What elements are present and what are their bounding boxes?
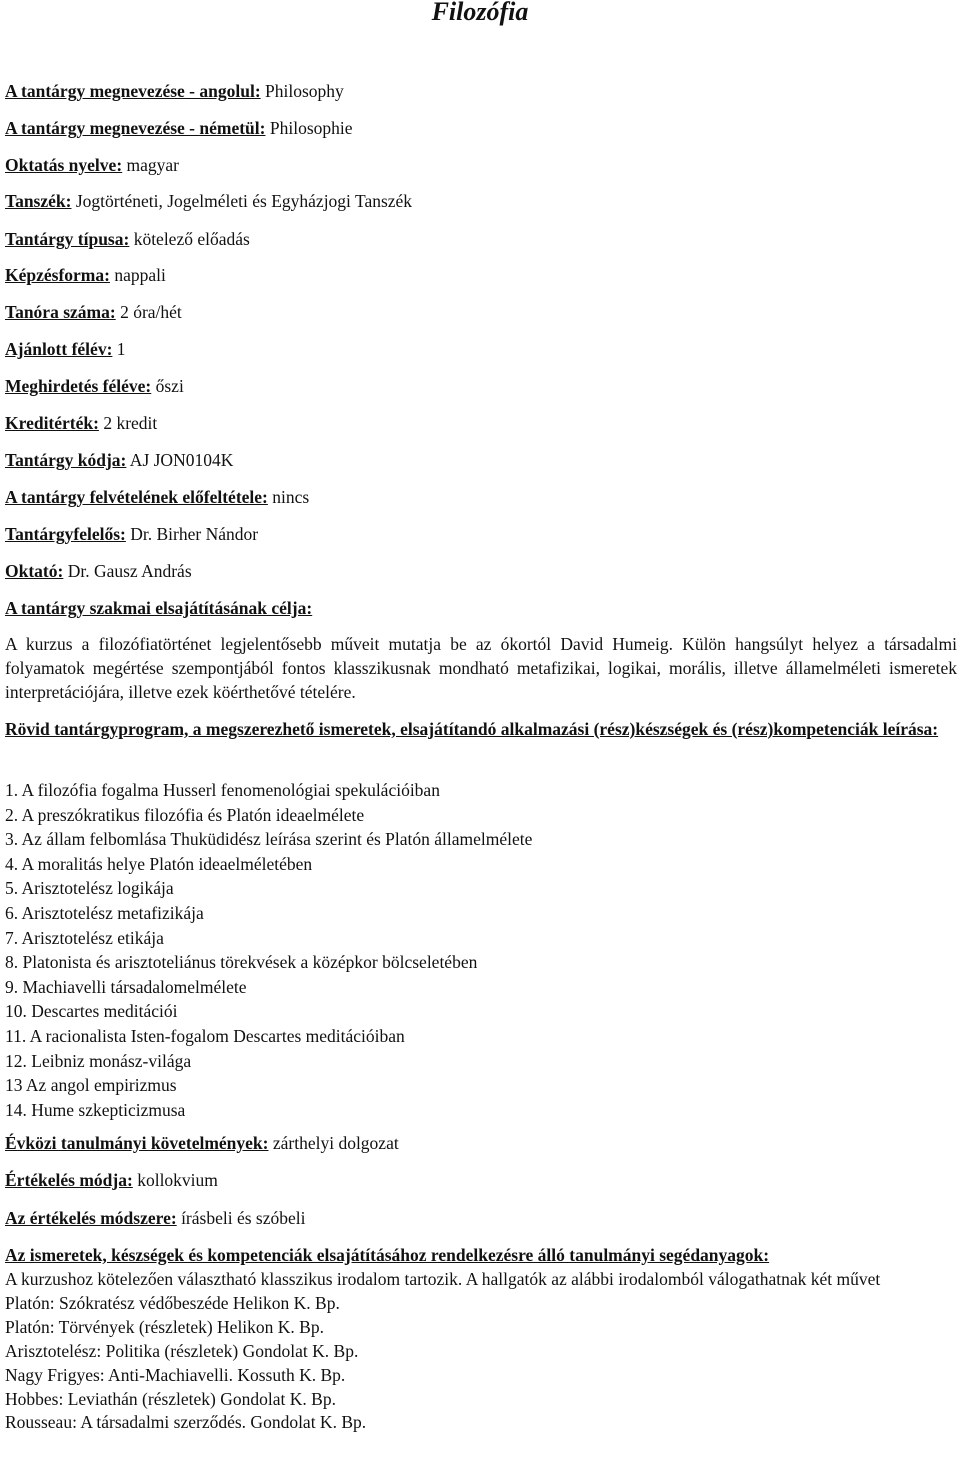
aim-text: A kurzus a filozófiatörténet legjelentősebb műveit mutatja be az ókortól David Humeig. Külön hangsúlyt helyez a társadalmi folyamatok megértése szempontjából fontos klasszikusnak mondható metafizikai, logikai, morális, illetve államelméleti ismeretek interpretációjára, illetve ezek köérthetővé tételére.	[5, 634, 957, 702]
field-value: Dr. Birher Nándor	[125, 524, 259, 544]
list-item: 11. A racionalista Isten-fogalom Descartes meditációiban	[5, 1025, 405, 1046]
list-item: 2. A preszókratikus filozófia és Platón ideaelmélete	[5, 804, 365, 825]
list-item: 12. Leibniz monász-világa	[5, 1050, 192, 1071]
field-label: Oktató:	[5, 561, 64, 581]
field-value: nappali	[109, 265, 166, 285]
field-label: Értékelés módja:	[5, 1170, 133, 1190]
field-value: 1	[112, 339, 126, 359]
aim-heading: A tantárgy szakmai elsajátításának célja:	[5, 598, 313, 618]
field-value: kollokvium	[132, 1170, 218, 1190]
field-label: Az értékelés módszere:	[5, 1208, 177, 1228]
field-value: 2 kredit	[98, 413, 158, 433]
list-item: 5. Arisztotelész logikája	[5, 878, 174, 899]
reference-item: Rousseau: A társadalmi szerződés. Gondolat K. Bp.	[5, 1412, 367, 1433]
list-item: 1. A filozófia fogalma Husserl fenomenológiai spekulációiban	[5, 780, 440, 800]
course-field	[5, 154, 179, 176]
field-value: írásbeli és szóbeli	[176, 1208, 306, 1228]
materials-list	[5, 1292, 945, 1435]
course-field	[5, 412, 157, 434]
evaluation-field	[5, 1169, 218, 1191]
program-list	[5, 778, 532, 1122]
course-field	[5, 449, 233, 471]
materials-section	[5, 1268, 945, 1435]
course-field	[5, 264, 166, 286]
reference-item: Hobbes: Leviathán (részletek) Gondolat K. Bp.	[5, 1388, 336, 1409]
field-value: magyar	[122, 155, 180, 175]
program-heading: Rövid tantárgyprogram, a megszerezhető ismeretek, elsajátítandó alkalmazási (rész)készségek és (rész)kompetenciák leírása:	[5, 719, 939, 739]
course-field	[5, 301, 182, 323]
materials-intro: A kurzushoz kötelezően választható klasszikus irodalom tartozik. A hallgatók az alábbi irodalomból válogathatnak két művet	[5, 1269, 881, 1289]
course-field	[5, 117, 353, 139]
list-item: 14. Hume szkepticizmusa	[5, 1099, 186, 1120]
page-title: Filozófia	[431, 0, 529, 26]
list-item: 3. Az állam felbomlása Thuküdidész leírása szerint és Platón államelmélete	[5, 829, 533, 850]
field-value: 2 óra/hét	[115, 302, 182, 322]
field-label: Ajánlott félév:	[5, 339, 113, 359]
field-label: Tanszék:	[5, 191, 72, 211]
field-label: Meghirdetés féléve:	[5, 376, 152, 396]
reference-item: Arisztotelész: Politika (részletek) Gondolat K. Bp.	[5, 1340, 359, 1361]
requirements-field	[5, 1132, 399, 1154]
method-field	[5, 1207, 305, 1229]
course-field	[5, 80, 344, 102]
field-label: Kreditérték:	[5, 413, 99, 433]
course-field	[5, 375, 184, 397]
field-value: Philosophy	[260, 81, 344, 101]
field-label: Évközi tanulmányi követelmények:	[5, 1133, 269, 1153]
field-value: AJ JON0104K	[126, 450, 234, 470]
field-value: Jogtörténeti, Jogelméleti és Egyházjogi Tanszék	[71, 191, 413, 211]
field-label: Oktatás nyelve:	[5, 155, 123, 175]
course-field	[5, 228, 250, 250]
field-value: zárthelyi dolgozat	[268, 1133, 399, 1153]
course-field	[5, 560, 192, 582]
field-value: nincs	[267, 487, 310, 507]
course-field	[5, 190, 412, 212]
field-value: Dr. Gausz András	[63, 561, 192, 581]
field-value: őszi	[151, 376, 184, 396]
list-item: 4. A moralitás helye Platón ideaelméletében	[5, 853, 313, 874]
field-value: Philosophie	[265, 118, 353, 138]
field-label: Tantárgy kódja:	[5, 450, 127, 470]
list-item: 6. Arisztotelész metafizikája	[5, 902, 204, 923]
field-label: A tantárgy megnevezése - németül:	[5, 118, 266, 138]
field-label: A tantárgy felvételének előfeltétele:	[5, 487, 268, 507]
course-field	[5, 338, 126, 360]
list-item: 10. Descartes meditációi	[5, 1001, 178, 1022]
reference-item: Platón: Szókratész védőbeszéde Helikon K. Bp.	[5, 1292, 340, 1313]
field-value: kötelező előadás	[129, 229, 250, 249]
list-item: 13 Az angol empirizmus	[5, 1075, 177, 1096]
field-label: Képzésforma:	[5, 265, 110, 285]
materials-heading: Az ismeretek, készségek és kompetenciák elsajátításához rendelkezésre álló tanulmányi segédanyagok:	[5, 1245, 770, 1265]
reference-item: Platón: Törvények (részletek) Helikon K. Bp.	[5, 1316, 324, 1337]
course-field	[5, 523, 258, 545]
field-label: Tantárgyfelelős:	[5, 524, 126, 544]
field-label: Tanóra száma:	[5, 302, 116, 322]
course-field	[5, 486, 309, 508]
reference-item: Nagy Frigyes: Anti-Machiavelli. Kossuth K. Bp.	[5, 1364, 346, 1385]
list-item: 7. Arisztotelész etikája	[5, 927, 164, 948]
field-label: A tantárgy megnevezése - angolul:	[5, 81, 261, 101]
list-item: 9. Machiavelli társadalomelmélete	[5, 976, 247, 997]
field-label: Tantárgy típusa:	[5, 229, 130, 249]
list-item: 8. Platonista és arisztoteliánus törekvések a középkor bölcseletében	[5, 952, 478, 973]
